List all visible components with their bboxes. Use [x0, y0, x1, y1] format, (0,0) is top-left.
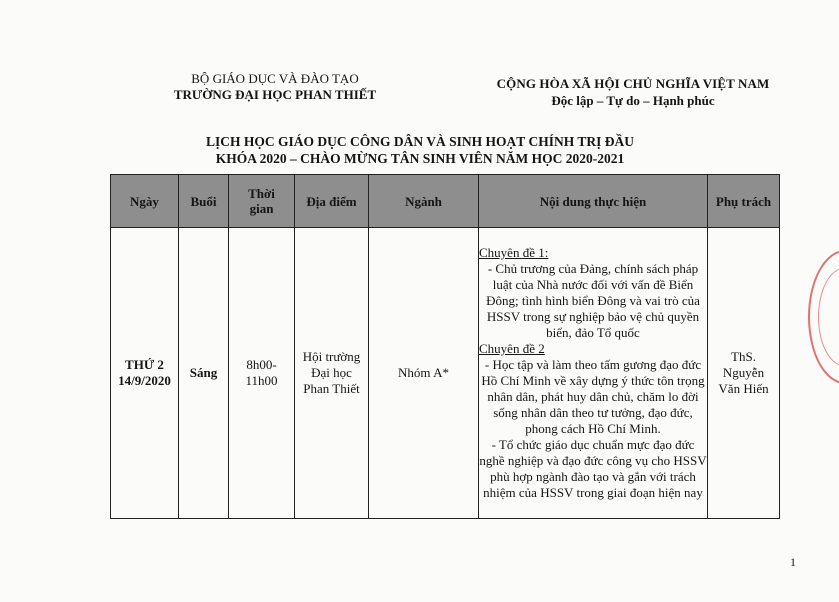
- topic-2-title: Chuyên đề 2: [479, 341, 545, 356]
- header-day: Ngày: [111, 175, 179, 228]
- cell-session: Sáng: [179, 228, 229, 519]
- topic-2-text-2: - Tổ chức giáo dục chuẩn mực đạo đức nghề nghiệp và đạo đức công vụ cho HSSV phù hợp ngành đào tạo và gắn với trách nhiệm của HSSV trong giai đoạn hiện nay: [479, 437, 707, 500]
- owner-title: ThS.: [731, 349, 756, 364]
- location-line-1: Hội trường: [302, 349, 361, 364]
- topic-1-title: Chuyên đề 1:: [479, 245, 549, 260]
- cell-day: [111, 228, 179, 519]
- cell-location: [295, 228, 369, 519]
- header-major: Ngành: [369, 175, 479, 228]
- title-line-2: KHÓA 2020 – CHÀO MỪNG TÂN SINH VIÊN NĂM HỌC 2020-2021: [215, 151, 625, 166]
- country-name: CỘNG HÒA XÃ HỘI CHỦ NGHĨA VIỆT NAM: [496, 76, 770, 91]
- ministry-header: [150, 71, 400, 103]
- table-row: [111, 228, 780, 519]
- header-session: Buổi: [179, 175, 229, 228]
- location-line-3: Phan Thiết: [303, 381, 360, 396]
- header-time: [229, 175, 295, 228]
- table-header-row: [111, 175, 780, 228]
- cell-major: Nhóm A*: [369, 228, 479, 519]
- day-weekday: THỨ 2: [125, 357, 164, 372]
- national-motto: Độc lập – Tự do – Hạnh phúc: [551, 93, 715, 108]
- topic-2-text-1: - Học tập và làm theo tấm gương đạo đức Hồ Chí Minh về xây dựng ý thức tôn trọng nhân dân, phát huy dân chủ, chăm lo đời sống nhân dân theo tư tưởng, đạo đức, phong cách Hồ Chí Minh.: [481, 357, 705, 436]
- ministry-name: BỘ GIÁO DỤC VÀ ĐÀO TẠO: [191, 71, 359, 86]
- page-number: 1: [790, 555, 796, 569]
- document-title: [120, 133, 720, 167]
- header-time-line-1: Thời: [248, 186, 275, 201]
- owner-name-1: Nguyễn: [722, 365, 765, 380]
- day-date: 14/9/2020: [118, 373, 171, 388]
- cell-content: [479, 228, 708, 519]
- owner-name-2: Văn Hiến: [718, 381, 769, 396]
- topic-1-text: - Chủ trương của Đảng, chính sách pháp luật của Nhà nước đối với vấn đề Biển Đông; tình hình biển Đông và vai trò của HSSV trong sự nghiệp bảo vệ chủ quyền biển, đảo Tổ quốc: [486, 261, 700, 340]
- header-time-line-2: gian: [249, 201, 274, 216]
- university-name: TRƯỜNG ĐẠI HỌC PHAN THIẾT: [173, 87, 377, 102]
- header-content: Nội dung thực hiện: [479, 175, 708, 228]
- title-line-1: LỊCH HỌC GIÁO DỤC CÔNG DÂN VÀ SINH HOẠT CHÍNH TRỊ ĐẦU: [206, 134, 634, 149]
- header-owner: Phụ trách: [708, 175, 780, 228]
- time-end: 11h00: [245, 373, 278, 388]
- location-line-2: Đại học: [311, 365, 352, 380]
- schedule-table: [110, 174, 780, 519]
- national-header: [478, 75, 788, 109]
- header-location: Địa điểm: [295, 175, 369, 228]
- cell-time: [229, 228, 295, 519]
- time-start: 8h00-: [246, 357, 277, 372]
- cell-owner: [708, 228, 780, 519]
